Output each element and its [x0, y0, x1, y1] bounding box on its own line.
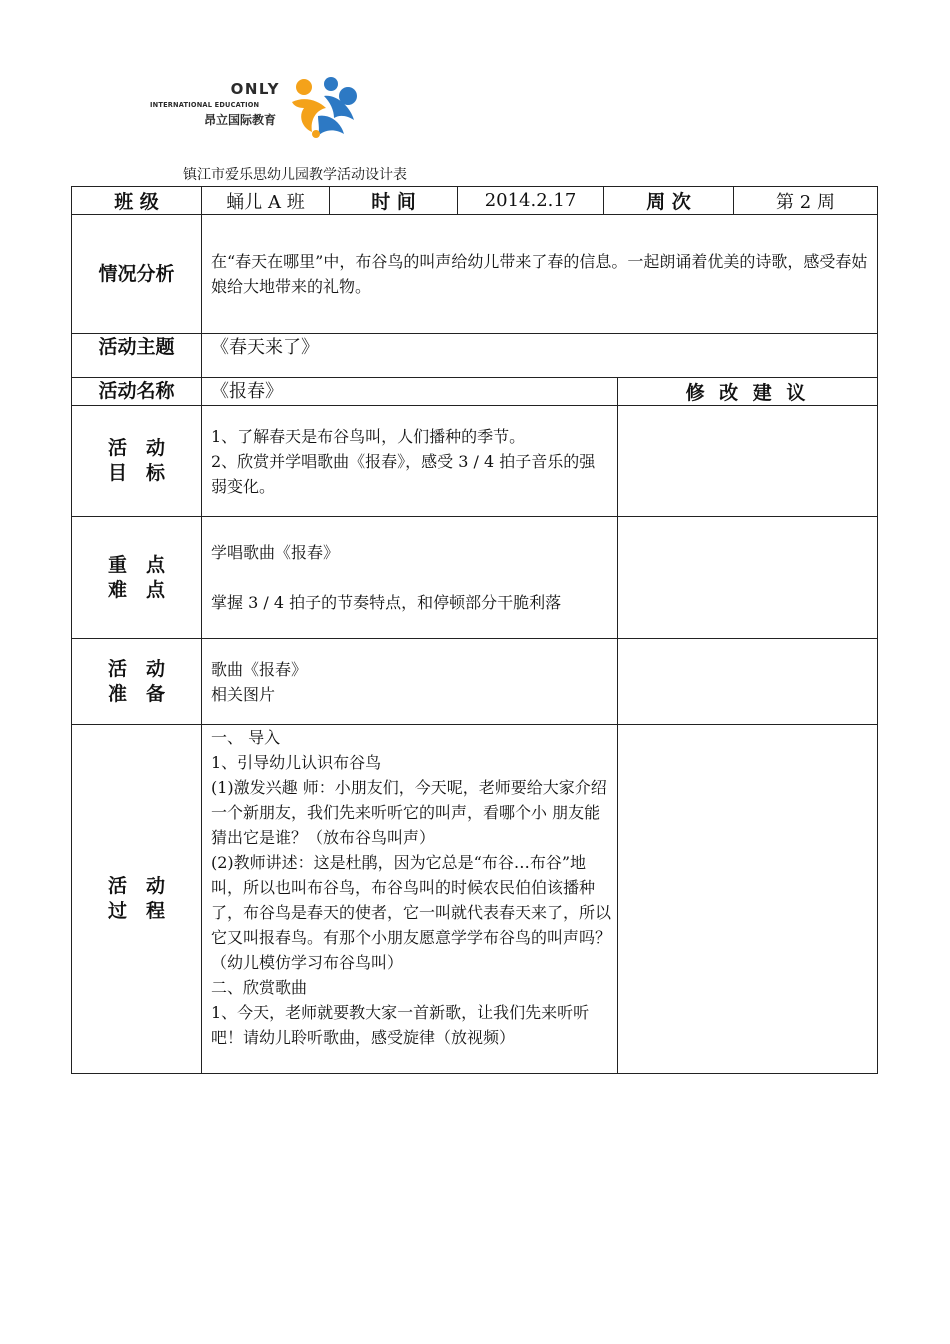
preparation-row	[72, 639, 878, 725]
key-difficulty-label	[72, 517, 202, 639]
time-label: 时 间	[330, 187, 458, 215]
class-label: 班 级	[72, 187, 202, 215]
goals-label-line-1: 活 动	[107, 437, 165, 459]
goals-content	[202, 406, 618, 517]
process-step: 二、欣赏歌曲	[211, 978, 308, 997]
theme-row	[72, 334, 878, 378]
prep-label-line-1: 活 动	[107, 657, 165, 680]
prep-item: 相关图片	[211, 684, 276, 704]
week-label: 周 次	[604, 187, 734, 215]
key-point: 学唱歌曲《报春》	[211, 543, 340, 562]
situation-text: 在“春天在哪里”中，布谷鸟的叫声给幼儿带来了春的信息。一起朗诵着优美的诗歌，感受春姑娘给大地带来的礼物。	[202, 215, 878, 334]
process-content	[202, 725, 618, 1074]
goals-row	[72, 406, 878, 517]
difficulty-point: 掌握 3 / 4 拍子的节奏特点，和停顿部分干脆利落	[211, 593, 562, 612]
key-difficulty-content	[202, 517, 618, 639]
goals-suggestion-cell	[618, 406, 878, 517]
process-step: (1)激发兴趣 师：小朋友们，今天呢，老师要给大家介绍一个新朋友，我们先来听听它的叫声，看哪个小 朋友能猜出它是谁？（放布谷鸟叫声）	[211, 778, 607, 847]
process-step: 1、引导幼儿认识布谷鸟	[211, 753, 382, 772]
document-caption: 镇江市爱乐思幼儿园教学活动设计表	[183, 167, 407, 183]
activity-design-table	[71, 186, 878, 1074]
goals-label-line-2: 目 标	[107, 462, 165, 484]
process-step: (2)教师讲述：这是杜鹃，因为它总是“布谷…布谷”地叫，所以也叫布谷鸟，布谷鸟叫的时候农民伯伯该播种了，布谷鸟是春天的使者，它一叫就代表春天来了，所以它又叫报春鸟。有那个小朋友愿意学学布谷鸟的叫声吗？（幼儿模仿学习布谷鸟叫）	[211, 853, 612, 972]
key-label-line-2: 难 点	[107, 578, 165, 601]
people-logo-icon	[288, 76, 360, 140]
goals-label	[72, 406, 202, 517]
process-suggestion-cell	[618, 725, 878, 1074]
prep-label-line-2: 准 备	[107, 682, 165, 705]
process-label	[72, 725, 202, 1074]
theme-label: 活动主题	[72, 334, 202, 378]
activity-name-row	[72, 378, 878, 406]
process-row	[72, 725, 878, 1074]
theme-value: 《春天来了》	[202, 334, 878, 378]
class-value: 蛹儿 A 班	[202, 187, 330, 215]
process-step: 1、今天，老师就要教大家一首新歌，让我们先来听听吧！请幼儿聆听歌曲，感受旋律（放视频）	[211, 1003, 590, 1047]
logo-brand-text: ONLY	[230, 80, 280, 98]
logo-chinese-name: 昂立国际教育	[204, 113, 277, 127]
key-suggestion-cell	[618, 517, 878, 639]
activity-name-value: 《报春》	[202, 378, 618, 406]
preparation-label	[72, 639, 202, 725]
goal-item: 2、欣赏并学唱歌曲《报春》，感受 3 / 4 拍子音乐的强弱变化。	[211, 451, 596, 496]
key-label-line-1: 重 点	[107, 553, 165, 576]
brand-logo	[150, 76, 360, 142]
process-step: 一、 导入	[211, 728, 281, 747]
logo-subtitle: INTERNATIONAL EDUCATION	[150, 101, 260, 109]
header-row	[72, 187, 878, 215]
situation-row	[72, 215, 878, 334]
suggestion-header: 修 改 建 议	[618, 378, 878, 406]
activity-name-label: 活动名称	[72, 378, 202, 406]
prep-item: 歌曲《报春》	[211, 659, 308, 679]
key-difficulty-row	[72, 517, 878, 639]
prep-suggestion-cell	[618, 639, 878, 725]
time-value: 2014.2.17	[458, 187, 604, 215]
week-value: 第 2 周	[734, 187, 878, 215]
spacer	[211, 565, 611, 590]
process-label-line-2: 过 程	[107, 900, 165, 922]
situation-label: 情况分析	[72, 215, 202, 334]
goal-item: 1、了解春天是布谷鸟叫，人们播种的季节。	[211, 426, 526, 446]
preparation-content	[202, 639, 618, 725]
process-label-line-1: 活 动	[107, 875, 165, 897]
